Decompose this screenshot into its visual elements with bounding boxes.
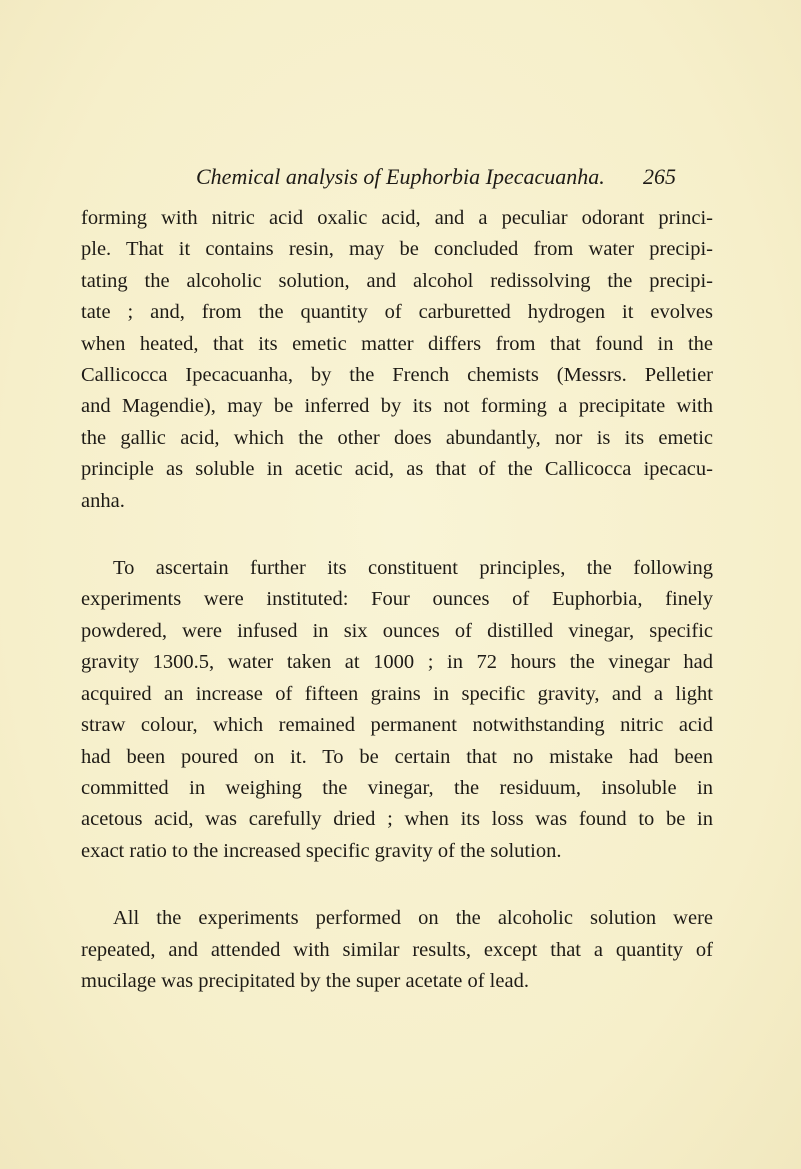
page-number: 265 <box>643 164 676 189</box>
text-line: straw colour, which remained permanent notwithstanding nitric acid <box>81 714 713 737</box>
text-line: tating the alcoholic solution, and alcohol redissolving the precipi- <box>81 269 713 292</box>
paragraph-2 <box>81 553 713 867</box>
text-line: and Magendie), may be inferred by its not forming a precipitate with <box>81 395 713 418</box>
text-line: gravity 1300.5, water taken at 1000 ; in 72 hours the vinegar had <box>81 651 713 674</box>
text-line: experiments were instituted: Four ounces of Euphorbia, finely <box>81 588 713 611</box>
text-line: acetous acid, was carefully dried ; when its loss was found to be in <box>81 808 713 831</box>
text-line: had been poured on it. To be certain that no mistake had been <box>81 745 713 768</box>
paragraph-1 <box>81 203 713 517</box>
text-line: To ascertain further its constituent principles, the following <box>113 557 713 580</box>
text-line: ple. That it contains resin, may be concluded from water precipi- <box>81 238 713 261</box>
text-line: tate ; and, from the quantity of carburetted hydrogen it evolves <box>81 301 713 324</box>
text-line: repeated, and attended with similar results, except that a quantity of <box>81 938 713 961</box>
running-head <box>196 162 676 192</box>
text-line: committed in weighing the vinegar, the residuum, insoluble in <box>81 776 713 799</box>
paragraph-3 <box>81 903 713 997</box>
text-line: exact ratio to the increased specific gravity of the solution. <box>81 839 562 862</box>
text-line: All the experiments performed on the alcoholic solution were <box>113 907 713 930</box>
text-line: mucilage was precipitated by the super acetate of lead. <box>81 969 529 992</box>
text-line: the gallic acid, which the other does abundantly, nor is its emetic <box>81 426 713 449</box>
running-title: Chemical analysis of Euphorbia Ipecacuanha. <box>196 164 605 189</box>
body-text <box>81 203 713 997</box>
paragraph-gap <box>81 867 713 903</box>
text-line: anha. <box>81 489 125 512</box>
text-line: Callicocca Ipecacuanha, by the French chemists (Messrs. Pelletier <box>81 364 713 387</box>
text-line: when heated, that its emetic matter differs from that found in the <box>81 332 713 355</box>
text-line: principle as soluble in acetic acid, as that of the Callicocca ipecacu- <box>81 458 713 481</box>
paragraph-gap <box>81 517 713 553</box>
text-line: forming with nitric acid oxalic acid, and a peculiar odorant princi- <box>81 207 713 229</box>
text-line: powdered, were infused in six ounces of distilled vinegar, specific <box>81 619 713 642</box>
text-line: acquired an increase of fifteen grains in specific gravity, and a light <box>81 682 713 705</box>
